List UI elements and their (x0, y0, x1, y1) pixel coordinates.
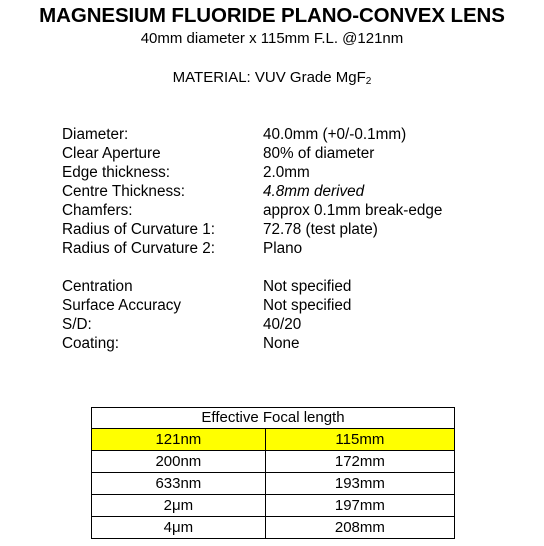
efl-table (91, 407, 455, 539)
spec-row-radius-2 (62, 239, 522, 258)
spec-value: 72.78 (test plate) (263, 221, 378, 238)
wavelength-cell: 2μm (92, 495, 266, 517)
document-title: MAGNESIUM FLUORIDE PLANO-CONVEX LENS (39, 4, 505, 27)
spec-value: Not specified (263, 297, 352, 314)
spec-label: Radius of Curvature 1: (62, 221, 216, 238)
spec-spacer (62, 258, 522, 277)
table-row (92, 517, 455, 539)
focal-length-cell: 115mm (265, 429, 454, 451)
spec-row-chamfers (62, 201, 522, 220)
spec-row-centre-thickness (62, 182, 522, 201)
spec-value: Plano (263, 240, 303, 257)
spec-label: Edge thickness: (62, 164, 170, 181)
focal-length-cell: 208mm (265, 517, 454, 539)
material-subscript: 2 (365, 76, 372, 87)
spec-row-surface-accuracy (62, 296, 522, 315)
table-row (92, 429, 455, 451)
spec-row-clear-aperture (62, 144, 522, 163)
spec-list (62, 125, 522, 353)
focal-length-cell: 197mm (265, 495, 454, 517)
spec-row-centration (62, 277, 522, 296)
material-line (0, 69, 544, 86)
spec-label: Centre Thickness: (62, 183, 185, 200)
efl-header-row (92, 408, 455, 429)
spec-label: Coating: (62, 335, 119, 352)
wavelength-cell: 121nm (92, 429, 266, 451)
table-row (92, 473, 455, 495)
wavelength-cell: 200nm (92, 451, 266, 473)
spec-label: Centration (62, 278, 133, 295)
focal-length-cell: 172mm (265, 451, 454, 473)
spec-value: 4.8mm derived (263, 183, 365, 200)
spec-row-coating (62, 334, 522, 353)
spec-row-diameter (62, 125, 522, 144)
spec-label: Chamfers: (62, 202, 133, 219)
table-row (92, 451, 455, 473)
spec-label: Radius of Curvature 2: (62, 240, 216, 257)
spec-value: 40.0mm (+0/-0.1mm) (263, 126, 407, 143)
spec-value: 40/20 (263, 316, 302, 333)
spec-row-radius-1 (62, 220, 522, 239)
spec-value: 2.0mm (263, 164, 310, 181)
spec-row-edge-thickness (62, 163, 522, 182)
focal-length-cell: 193mm (265, 473, 454, 495)
spec-label: Diameter: (62, 126, 129, 143)
document-subtitle: 40mm diameter x 115mm F.L. @121nm (140, 30, 404, 47)
efl-header: Effective Focal length (92, 408, 455, 429)
table-row (92, 495, 455, 517)
spec-value: 80% of diameter (263, 145, 375, 162)
material-text: MATERIAL: VUV Grade MgF (172, 69, 366, 86)
spec-value: approx 0.1mm break-edge (263, 202, 443, 219)
spec-value: None (263, 335, 300, 352)
spec-value: Not specified (263, 278, 352, 295)
spec-label: Clear Aperture (62, 145, 161, 162)
spec-row-scratch-dig (62, 315, 522, 334)
wavelength-cell: 4μm (92, 517, 266, 539)
wavelength-cell: 633nm (92, 473, 266, 495)
spec-label: S/D: (62, 316, 92, 333)
spec-label: Surface Accuracy (62, 297, 182, 314)
